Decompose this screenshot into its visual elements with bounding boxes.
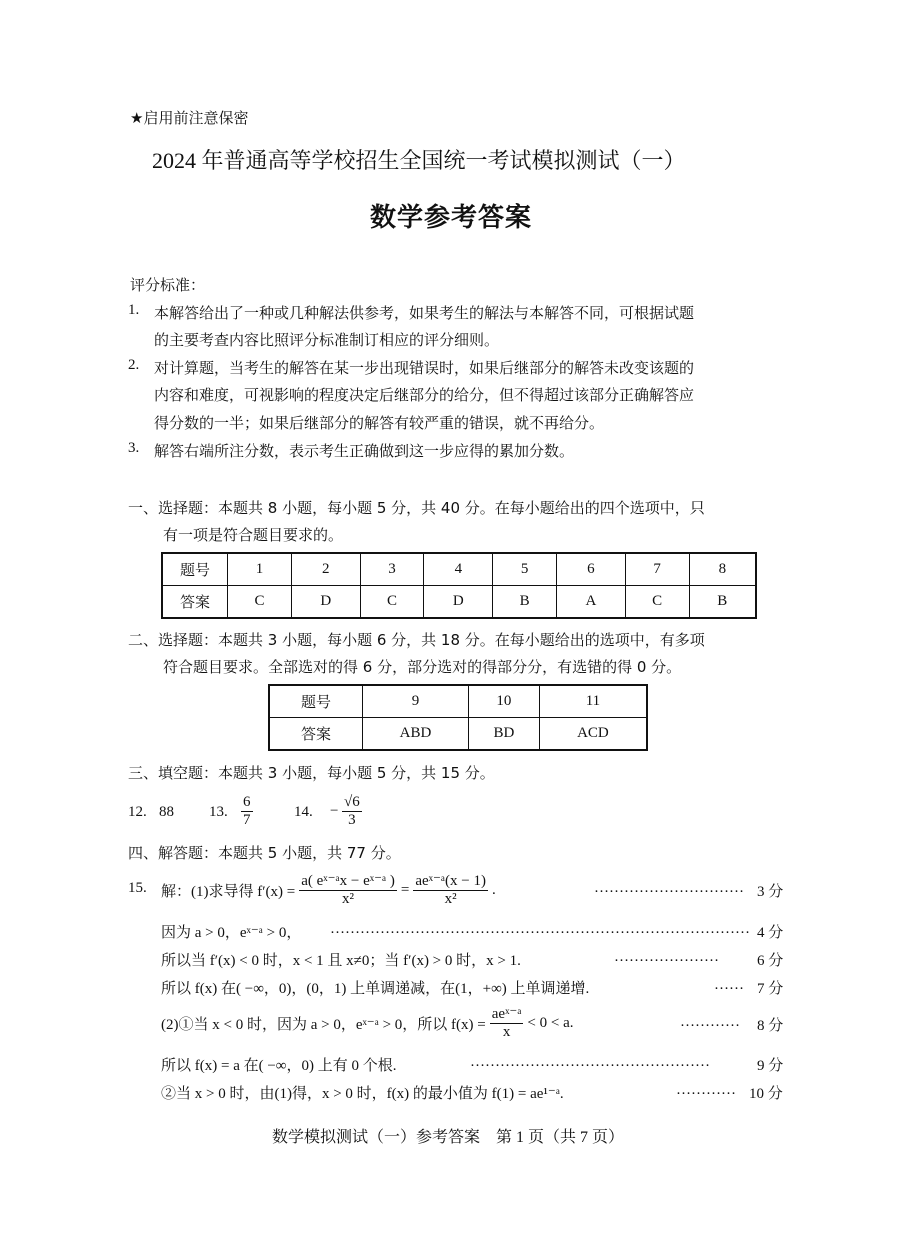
table-cell-answer: ACD	[539, 718, 647, 751]
rule-2-number: 2.	[128, 357, 140, 373]
table-cell-answer: B	[493, 586, 557, 619]
step-dots: …………	[680, 1014, 740, 1030]
section-1-heading-line-2: 有一项是符合题目要求的。	[163, 526, 344, 544]
table-row-label-question: 题号	[162, 553, 228, 586]
table-cell-answer: BD	[469, 718, 540, 751]
grading-heading: 评分标准：	[130, 276, 206, 294]
table-cell-answer: C	[625, 586, 689, 619]
fraction-denominator: 3	[348, 811, 356, 828]
table-cell-question: 11	[539, 685, 647, 718]
table-cell-answer: B	[689, 586, 756, 619]
table-cell-answer: A	[557, 586, 626, 619]
q15-step-4: 所以 f(x) 在( −∞，0)，(0，1) 上单调递减，在(1，+∞) 上单调递增.	[161, 981, 590, 997]
derivative-fraction	[299, 873, 397, 907]
table-cell-answer: ABD	[363, 718, 469, 751]
fraction-numerator: 6	[243, 794, 251, 810]
table-cell-question: 10	[469, 685, 540, 718]
fraction-denominator: 7	[243, 811, 251, 828]
q15-step-1	[161, 873, 496, 907]
q15-step-6: 所以 f(x) = a 在( −∞，0) 上有 0 个根.	[161, 1058, 397, 1074]
step-dots: …………………	[614, 949, 719, 965]
step-score: 9 分	[757, 1058, 784, 1074]
step-dots: …………………………………………	[470, 1054, 710, 1070]
section-1-answer-table	[161, 552, 757, 619]
inequality-tail: < 0 < a.	[527, 1014, 574, 1031]
table-row	[269, 718, 647, 751]
q14-number: 14.	[294, 804, 313, 820]
q14-answer-fraction	[342, 794, 362, 828]
rule-1-line-1: 本解答给出了一种或几种解法供参考，如果考生的解法与本解答不同，可根据试题	[154, 306, 695, 322]
table-cell-answer: C	[228, 586, 292, 619]
q15-step-7: ②当 x > 0 时，由(1)得，x > 0 时，f(x) 的最小值为 f(1) = ae¹⁻ᵃ.	[161, 1086, 564, 1102]
rule-2-line-3: 得分数的一半；如果后继部分的解答有较严重的错误，就不再给分。	[154, 416, 605, 432]
section-2-heading-line-2: 符合题目要求。全部选对的得 6 分，部分选对的得部分分，有选错的得 0 分。	[163, 658, 682, 676]
period: .	[491, 881, 496, 898]
step-dots: …………………………	[594, 880, 744, 896]
step-score: 10 分	[749, 1086, 783, 1102]
equals-sign: =	[400, 881, 410, 898]
q12-number: 12.	[128, 804, 147, 820]
section-1-heading-line-1: 一、选择题：本题共 8 小题，每小题 5 分，共 40 分。在每小题给出的四个选项中，只	[128, 499, 705, 517]
table-cell-question: 9	[363, 685, 469, 718]
table-row-label-answer: 答案	[162, 586, 228, 619]
table-cell-question: 2	[291, 553, 360, 586]
fraction-numerator: aeˣ⁻ᵃ	[491, 1006, 522, 1022]
step-text: 解：(1)求导得 f′(x) =	[161, 883, 296, 900]
rule-2-line-1: 对计算题，当考生的解答在某一步出现错误时，如果后继部分的解答未改变该题的	[154, 361, 695, 377]
exam-title: 2024 年普通高等学校招生全国统一考试模拟测试（一）	[152, 148, 686, 173]
fx-fraction	[490, 1006, 524, 1040]
step-score: 7 分	[757, 981, 784, 997]
table-cell-answer: D	[291, 586, 360, 619]
fraction-denominator: x²	[342, 890, 355, 907]
table-cell-question: 7	[625, 553, 689, 586]
table-row-label-question: 题号	[269, 685, 363, 718]
q15-step-5	[161, 1006, 574, 1040]
confidential-mark: ★启用前注意保密	[130, 109, 249, 127]
q15-number: 15.	[128, 880, 147, 896]
table-cell-answer: C	[360, 586, 424, 619]
q15-step-2: 因为 a > 0，eˣ⁻ᵃ > 0，	[161, 925, 302, 941]
table-row	[269, 685, 647, 718]
rule-1-line-2: 的主要考查内容比照评分标准制订相应的评分细则。	[154, 333, 500, 349]
table-cell-question: 4	[424, 553, 493, 586]
step-score: 3 分	[757, 884, 784, 900]
step-dots: ……	[714, 977, 744, 993]
q12-answer: 88	[159, 804, 174, 820]
rule-1-number: 1.	[128, 302, 140, 318]
section-2-answer-table	[268, 684, 648, 751]
table-row	[162, 553, 756, 586]
fraction-denominator: x	[502, 1023, 511, 1040]
fraction-numerator: aeˣ⁻ᵃ(x − 1)	[415, 873, 486, 889]
fraction-denominator: x²	[444, 890, 457, 907]
table-row-label-answer: 答案	[269, 718, 363, 751]
section-3-heading: 三、填空题：本题共 3 小题，每小题 5 分，共 15 分。	[128, 764, 495, 782]
table-cell-question: 8	[689, 553, 756, 586]
q13-answer-fraction	[241, 794, 253, 828]
section-2-heading-line-1: 二、选择题：本题共 3 小题，每小题 6 分，共 18 分。在每小题给出的选项中，有多项	[128, 631, 705, 649]
table-cell-question: 5	[493, 553, 557, 586]
fraction-numerator: √6	[344, 794, 360, 810]
rule-3-number: 3.	[128, 440, 140, 456]
step-score: 4 分	[757, 925, 784, 941]
rule-2-line-2: 内容和难度，可视影响的程度决定后继部分的给分，但不得超过该部分正确解答应	[154, 388, 695, 404]
step-text: (2)①当 x < 0 时，因为 a > 0，eˣ⁻ᵃ > 0，所以 f(x) =	[161, 1016, 486, 1033]
fraction-numerator: a( eˣ⁻ᵃx − eˣ⁻ᵃ )	[301, 873, 395, 889]
simplified-fraction	[413, 873, 488, 907]
section-4-heading: 四、解答题：本题共 5 小题，共 77 分。	[128, 844, 401, 862]
step-dots: …………………………………………………………………………	[330, 921, 750, 937]
table-cell-question: 3	[360, 553, 424, 586]
table-cell-question: 6	[557, 553, 626, 586]
step-score: 6 分	[757, 953, 784, 969]
step-score: 8 分	[757, 1018, 784, 1034]
table-row	[162, 586, 756, 619]
step-dots: …………	[676, 1082, 736, 1098]
page-footer: 数学模拟测试（一）参考答案 第 1 页（共 7 页）	[272, 1129, 625, 1146]
document-title: 数学参考答案	[370, 203, 533, 233]
q13-number: 13.	[209, 804, 228, 820]
table-cell-question: 1	[228, 553, 292, 586]
table-cell-answer: D	[424, 586, 493, 619]
q14-minus-sign: −	[330, 803, 339, 819]
rule-3-line-1: 解答右端所注分数，表示考生正确做到这一步应得的累加分数。	[154, 444, 575, 460]
q15-step-3: 所以当 f′(x) < 0 时，x < 1 且 x≠0；当 f′(x) > 0 时，x > 1.	[161, 953, 521, 969]
